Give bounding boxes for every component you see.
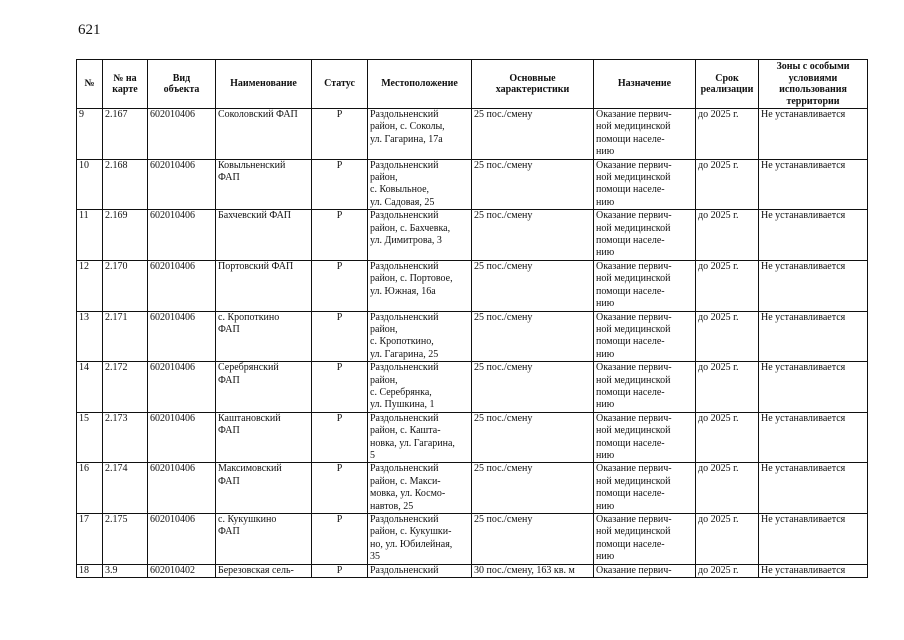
object-type-cell: 602010406 — [148, 514, 216, 565]
implementation-term-cell: до 2025 г. — [696, 514, 759, 565]
column-header: Основные характеристики — [472, 60, 594, 109]
map-number-cell: 2.174 — [103, 463, 148, 514]
restriction-zones-cell: Не устанавливается — [759, 210, 868, 261]
status-cell: Р — [312, 109, 368, 160]
characteristics-cell: 25 пос./смену — [472, 260, 594, 311]
location-cell: Раздольненский район, с. Бахчевка, ул. Димитрова, 3 — [368, 210, 472, 261]
implementation-term-cell: до 2025 г. — [696, 564, 759, 577]
page-number: 621 — [78, 22, 101, 38]
characteristics-cell: 25 пос./смену — [472, 514, 594, 565]
table-header-row — [77, 60, 868, 109]
object-name-cell: Серебрянский ФАП — [216, 362, 312, 413]
status-cell: Р — [312, 463, 368, 514]
object-type-cell: 602010406 — [148, 260, 216, 311]
map-number-cell: 2.169 — [103, 210, 148, 261]
implementation-term-cell: до 2025 г. — [696, 159, 759, 210]
row-number-cell: 9 — [77, 109, 103, 160]
row-number-cell: 14 — [77, 362, 103, 413]
location-cell: Раздольненский район, с. Кашта- новка, ул. Гагарина, 5 — [368, 412, 472, 463]
restriction-zones-cell: Не устанавливается — [759, 109, 868, 160]
column-header: Зоны с особыми условиями использования территории — [759, 60, 868, 109]
implementation-term-cell: до 2025 г. — [696, 362, 759, 413]
table-row — [77, 311, 868, 362]
implementation-term-cell: до 2025 г. — [696, 109, 759, 160]
object-name-cell: Максимовский ФАП — [216, 463, 312, 514]
object-name-cell: с. Кукушкино ФАП — [216, 514, 312, 565]
characteristics-cell: 25 пос./смену — [472, 463, 594, 514]
location-cell: Раздольненский район, с. Кропоткино, ул. Гагарина, 25 — [368, 311, 472, 362]
restriction-zones-cell: Не устанавливается — [759, 260, 868, 311]
location-cell: Раздольненский район, с. Макси- мовка, ул. Космо- навтов, 25 — [368, 463, 472, 514]
location-cell: Раздольненский район, с. Соколы, ул. Гагарина, 17а — [368, 109, 472, 160]
purpose-cell: Оказание первич- — [594, 564, 696, 577]
table-body — [77, 109, 868, 578]
characteristics-cell: 25 пос./смену — [472, 159, 594, 210]
map-number-cell: 2.168 — [103, 159, 148, 210]
column-header: № — [77, 60, 103, 109]
purpose-cell: Оказание первич- ной медицинской помощи населе- нию — [594, 109, 696, 160]
row-number-cell: 11 — [77, 210, 103, 261]
status-cell: Р — [312, 210, 368, 261]
status-cell: Р — [312, 260, 368, 311]
row-number-cell: 15 — [77, 412, 103, 463]
status-cell: Р — [312, 311, 368, 362]
characteristics-cell: 25 пос./смену — [472, 362, 594, 413]
implementation-term-cell: до 2025 г. — [696, 311, 759, 362]
status-cell: Р — [312, 362, 368, 413]
map-number-cell: 2.173 — [103, 412, 148, 463]
row-number-cell: 17 — [77, 514, 103, 565]
object-name-cell: Березовская сель- — [216, 564, 312, 577]
object-type-cell: 602010406 — [148, 210, 216, 261]
object-type-cell: 602010406 — [148, 463, 216, 514]
restriction-zones-cell: Не устанавливается — [759, 412, 868, 463]
map-number-cell: 2.172 — [103, 362, 148, 413]
purpose-cell: Оказание первич- ной медицинской помощи населе- нию — [594, 260, 696, 311]
column-header: Срок реализации — [696, 60, 759, 109]
status-cell: Р — [312, 159, 368, 210]
implementation-term-cell: до 2025 г. — [696, 412, 759, 463]
table-row — [77, 159, 868, 210]
row-number-cell: 12 — [77, 260, 103, 311]
implementation-term-cell: до 2025 г. — [696, 463, 759, 514]
restriction-zones-cell: Не устанавливается — [759, 159, 868, 210]
map-number-cell: 2.175 — [103, 514, 148, 565]
purpose-cell: Оказание первич- ной медицинской помощи населе- нию — [594, 514, 696, 565]
map-number-cell: 2.171 — [103, 311, 148, 362]
table-row — [77, 463, 868, 514]
object-type-cell: 602010406 — [148, 159, 216, 210]
table-row — [77, 260, 868, 311]
object-type-cell: 602010406 — [148, 109, 216, 160]
column-header: Статус — [312, 60, 368, 109]
object-name-cell: Каштановский ФАП — [216, 412, 312, 463]
table-row — [77, 514, 868, 565]
location-cell: Раздольненский — [368, 564, 472, 577]
characteristics-cell: 30 пос./смену, 163 кв. м — [472, 564, 594, 577]
object-type-cell: 602010406 — [148, 362, 216, 413]
location-cell: Раздольненский район, с. Серебрянка, ул. Пушкина, 1 — [368, 362, 472, 413]
purpose-cell: Оказание первич- ной медицинской помощи населе- нию — [594, 311, 696, 362]
object-type-cell: 602010406 — [148, 311, 216, 362]
object-name-cell: Портовский ФАП — [216, 260, 312, 311]
restriction-zones-cell: Не устанавливается — [759, 362, 868, 413]
status-cell: Р — [312, 412, 368, 463]
map-number-cell: 2.167 — [103, 109, 148, 160]
status-cell: Р — [312, 514, 368, 565]
column-header: Назначение — [594, 60, 696, 109]
map-number-cell: 3.9 — [103, 564, 148, 577]
object-type-cell: 602010402 — [148, 564, 216, 577]
purpose-cell: Оказание первич- ной медицинской помощи населе- нию — [594, 159, 696, 210]
object-name-cell: Бахчевский ФАП — [216, 210, 312, 261]
table-row — [77, 109, 868, 160]
row-number-cell: 16 — [77, 463, 103, 514]
purpose-cell: Оказание первич- ной медицинской помощи населе- нию — [594, 210, 696, 261]
purpose-cell: Оказание первич- ной медицинской помощи населе- нию — [594, 412, 696, 463]
purpose-cell: Оказание первич- ной медицинской помощи населе- нию — [594, 463, 696, 514]
restriction-zones-cell: Не устанавливается — [759, 311, 868, 362]
table-row — [77, 412, 868, 463]
restriction-zones-cell: Не устанавливается — [759, 564, 868, 577]
infrastructure-table — [76, 59, 868, 578]
row-number-cell: 13 — [77, 311, 103, 362]
row-number-cell: 10 — [77, 159, 103, 210]
object-name-cell: с. Кропоткино ФАП — [216, 311, 312, 362]
row-number-cell: 18 — [77, 564, 103, 577]
characteristics-cell: 25 пос./смену — [472, 311, 594, 362]
characteristics-cell: 25 пос./смену — [472, 210, 594, 261]
implementation-term-cell: до 2025 г. — [696, 210, 759, 261]
characteristics-cell: 25 пос./смену — [472, 109, 594, 160]
column-header: Наименование — [216, 60, 312, 109]
restriction-zones-cell: Не устанавливается — [759, 463, 868, 514]
table-row — [77, 362, 868, 413]
object-name-cell: Ковыльненский ФАП — [216, 159, 312, 210]
implementation-term-cell: до 2025 г. — [696, 260, 759, 311]
column-header: Местоположение — [368, 60, 472, 109]
table-row — [77, 210, 868, 261]
location-cell: Раздольненский район, с. Кукушки- но, ул. Юбилейная, 35 — [368, 514, 472, 565]
status-cell: Р — [312, 564, 368, 577]
object-name-cell: Соколовский ФАП — [216, 109, 312, 160]
column-header: № на карте — [103, 60, 148, 109]
location-cell: Раздольненский район, с. Портовое, ул. Южная, 16а — [368, 260, 472, 311]
column-header: Вид объекта — [148, 60, 216, 109]
table-row — [77, 564, 868, 577]
location-cell: Раздольненский район, с. Ковыльное, ул. Садовая, 25 — [368, 159, 472, 210]
map-number-cell: 2.170 — [103, 260, 148, 311]
purpose-cell: Оказание первич- ной медицинской помощи населе- нию — [594, 362, 696, 413]
characteristics-cell: 25 пос./смену — [472, 412, 594, 463]
restriction-zones-cell: Не устанавливается — [759, 514, 868, 565]
object-type-cell: 602010406 — [148, 412, 216, 463]
